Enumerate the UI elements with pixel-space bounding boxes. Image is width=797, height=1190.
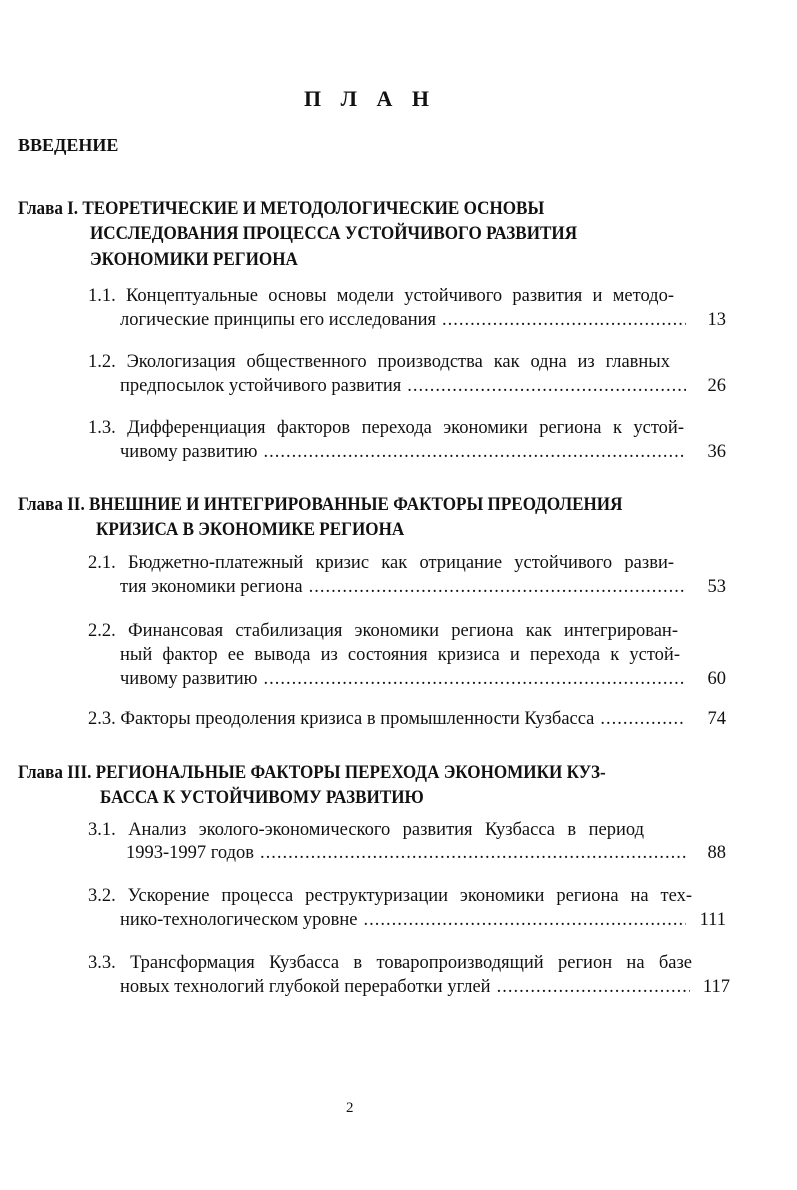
toc-entry	[120, 375, 726, 397]
dot-leader	[364, 909, 686, 931]
toc-entry	[120, 976, 730, 998]
toc-entry-line: 1.3. Дифференциация факторов перехода экономики региона к устой-	[88, 418, 684, 438]
toc-entry-text: 1993-1997 годов	[126, 843, 255, 863]
toc-entry	[120, 441, 726, 463]
toc-entry-text: новых технологий глубокой переработки углей	[120, 977, 491, 997]
toc-entry	[88, 708, 726, 730]
toc-entry-line: 1.1. Концептуальные основы модели устойчивого развития и методо-	[88, 286, 674, 306]
toc-entry-text: нико-технологическом уровне	[120, 910, 358, 930]
toc-entry-line: 3.2. Ускорение процесса реструктуризации экономики региона на тех-	[88, 886, 692, 906]
dot-leader	[497, 976, 690, 998]
dot-leader	[442, 309, 686, 331]
toc-entry-line: 3.1. Анализ эколого-экономического развития Кузбасса в период	[88, 820, 644, 840]
dot-leader	[407, 375, 686, 397]
toc-page-number: 26	[707, 376, 726, 396]
chapter-heading: Глава I. ТЕОРЕТИЧЕСКИЕ И МЕТОДОЛОГИЧЕСКИЕ ОСНОВЫ	[18, 198, 545, 219]
toc-entry-text: предпосылок устойчивого развития	[120, 376, 402, 396]
toc-entry	[126, 842, 726, 864]
chapter-heading: КРИЗИСА В ЭКОНОМИКЕ РЕГИОНА	[96, 519, 405, 540]
toc-entry-line: 2.2. Финансовая стабилизация экономики региона как интегрирован-	[88, 621, 678, 641]
toc-page-number: 74	[707, 709, 726, 729]
page-number: 2	[346, 1100, 354, 1116]
dot-leader	[260, 842, 686, 864]
toc-page-number: 88	[707, 843, 726, 863]
toc-entry-text: логические принципы его исследования	[120, 310, 436, 330]
toc-entry-text: тия экономики региона	[120, 577, 303, 597]
chapter-heading: ЭКОНОМИКИ РЕГИОНА	[90, 249, 298, 270]
toc-entry	[120, 909, 726, 931]
toc-introduction: ВВЕДЕНИЕ	[18, 135, 119, 155]
toc-page-number: 117	[702, 977, 730, 997]
toc-entry-line: ный фактор ее вывода из состояния кризиса и перехода к устой-	[120, 645, 680, 665]
toc-entry-line: 3.3. Трансформация Кузбасса в товаропроизводящий регион на базе	[88, 953, 692, 973]
toc-page-number: 53	[707, 577, 726, 597]
toc-page-number: 111	[699, 910, 726, 930]
toc-page-number: 36	[707, 442, 726, 462]
toc-entry	[120, 668, 726, 690]
toc-entry-line: 1.2. Экологизация общественного производства как одна из главных	[88, 352, 670, 372]
chapter-heading: Глава III. РЕГИОНАЛЬНЫЕ ФАКТОРЫ ПЕРЕХОДА ЭКОНОМИКИ КУЗ-	[18, 762, 606, 783]
chapter-heading: Глава II. ВНЕШНИЕ И ИНТЕГРИРОВАННЫЕ ФАКТОРЫ ПРЕОДОЛЕНИЯ	[18, 494, 623, 515]
dot-leader	[264, 441, 686, 463]
toc-entry-text: чивому развитию	[120, 669, 258, 689]
dot-leader	[600, 708, 686, 730]
toc-entry	[120, 309, 726, 331]
chapter-heading: БАССА К УСТОЙЧИВОМУ РАЗВИТИЮ	[100, 787, 424, 808]
toc-entry-text: 2.3. Факторы преодоления кризиса в промышленности Кузбасса	[88, 709, 595, 729]
toc-entry-line: 2.1. Бюджетно-платежный кризис как отрицание устойчивого разви-	[88, 553, 674, 573]
toc-entry-text: чивому развитию	[120, 442, 258, 462]
toc-page-number: 13	[707, 310, 726, 330]
page-title: П Л А Н	[303, 86, 436, 111]
toc-entry	[120, 576, 726, 598]
dot-leader	[264, 668, 686, 690]
dot-leader	[309, 576, 686, 598]
chapter-heading: ИССЛЕДОВАНИЯ ПРОЦЕССА УСТОЙЧИВОГО РАЗВИТИЯ	[90, 223, 578, 244]
toc-page-number: 60	[707, 669, 726, 689]
